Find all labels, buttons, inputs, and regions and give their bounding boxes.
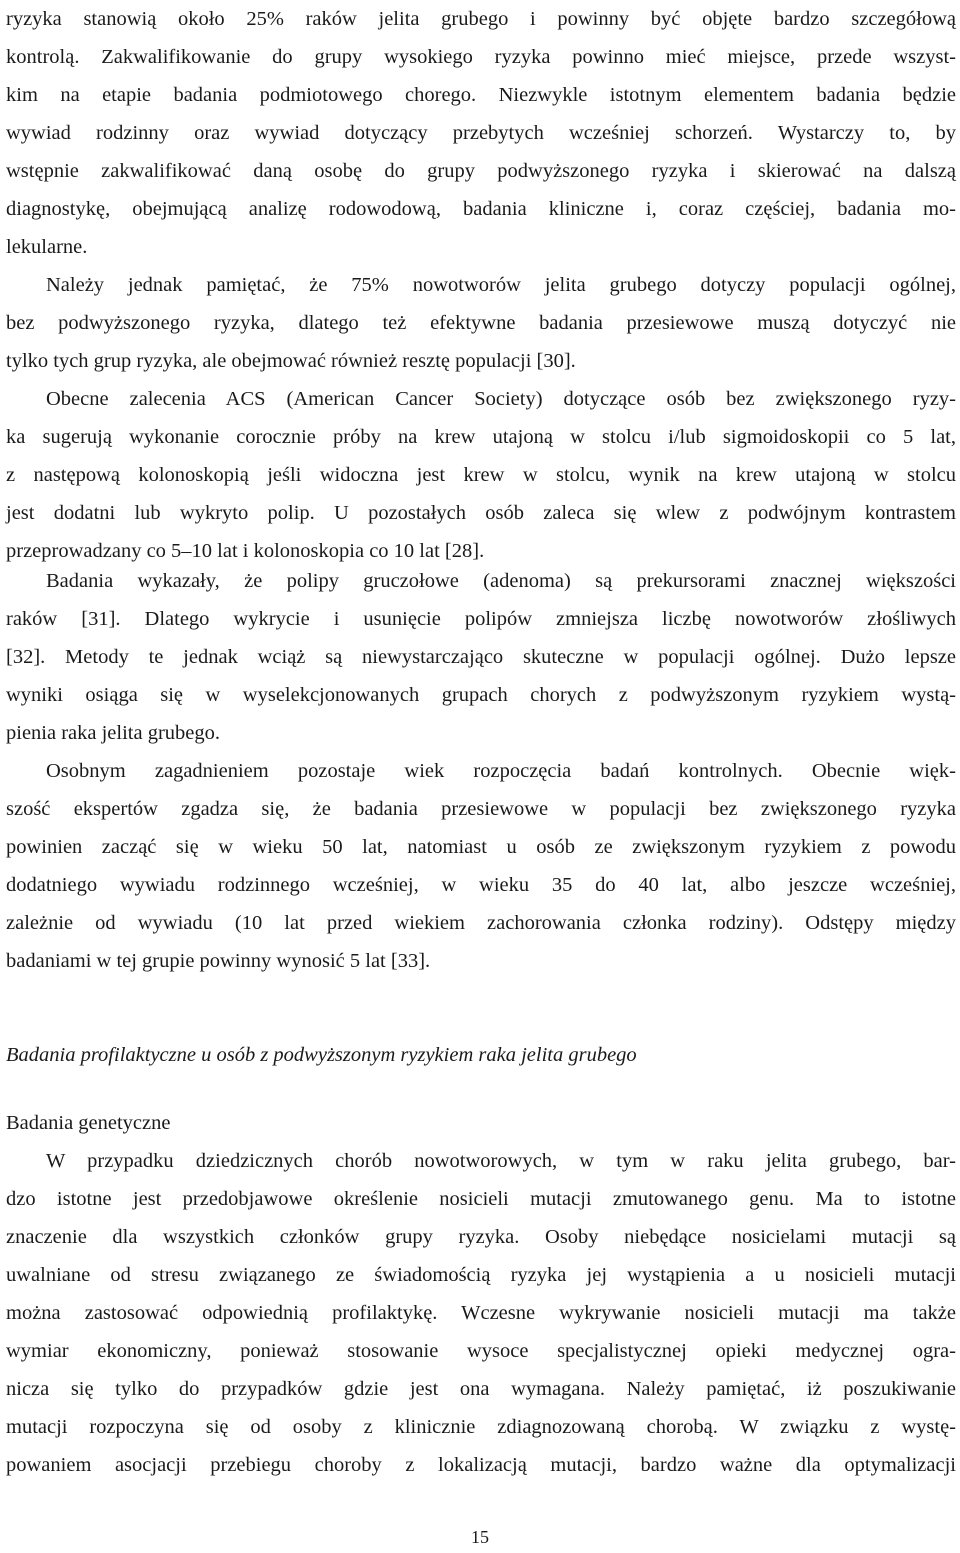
section-heading: Badania profilaktyczne u osób z podwyższonym ryzykiem raka jelita grubego <box>6 1044 637 1066</box>
text-line: powinien zacząć się w wieku 50 lat, natomiast u osób ze zwiększonym ryzykiem z powodu <box>6 836 956 858</box>
text-line: nicza się tylko do przypadków gdzie jest ona wymagana. Należy pamiętać, iż poszukiwanie <box>6 1378 956 1400</box>
text-line: dzo istotne jest przedobjawowe określenie nosicieli mutacji zmutowanego genu. Ma to istotne <box>6 1188 956 1210</box>
text-line: Obecne zalecenia ACS (American Cancer Society) dotyczące osób bez zwiększonego ryzy- <box>46 388 956 410</box>
page-number: 15 <box>471 1527 489 1547</box>
paragraph <box>6 752 956 980</box>
text-line: można zastosować odpowiednią profilaktykę. Wczesne wykrywanie nosicieli mutacji ma także <box>6 1302 956 1324</box>
text-line: bez podwyższonego ryzyka, dlatego też efektywne badania przesiewowe muszą dotyczyć nie <box>6 312 956 334</box>
text-line: zależnie od wywiadu (10 lat przed wiekiem zachorowania członka rodziny). Odstępy między <box>6 912 956 934</box>
text-line: mutacji rozpoczyna się od osoby z klinicznie zdiagnozowaną chorobą. W związku z wystę- <box>6 1416 956 1438</box>
text-line: [32]. Metody te jednak wciąż są niewystarczająco skuteczne w populacji ogólnej. Dużo lepsze <box>6 646 956 668</box>
text-line: raków [31]. Dlatego wykrycie i usunięcie polipów zmniejsza liczbę nowotworów złośliwych <box>6 608 956 630</box>
text-line: jest dodatni lub wykryto polip. U pozostałych osób zaleca się wlew z podwójnym kontrastem <box>6 502 956 524</box>
text-line: tylko tych grup ryzyka, ale obejmować również resztę populacji [30]. <box>6 350 576 372</box>
text-line: przeprowadzany co 5–10 lat i kolonoskopia co 10 lat [28]. <box>6 540 485 562</box>
text-line: Należy jednak pamiętać, że 75% nowotworów jelita grubego dotyczy populacji ogólnej, <box>46 274 956 296</box>
text-line: W przypadku dziedzicznych chorób nowotworowych, w tym w raku jelita grubego, bar- <box>46 1150 956 1172</box>
paragraph <box>6 562 956 752</box>
text-line: powaniem asocjacji przebiegu choroby z lokalizacją mutacji, bardzo ważne dla optymalizacji <box>6 1454 956 1476</box>
text-line: wywiad rodzinny oraz wywiad dotyczący przebytych wcześniej schorzeń. Wystarczy to, by <box>6 122 956 144</box>
text-line: dodatniego wywiadu rodzinnego wcześniej, w wieku 35 do 40 lat, albo jeszcze wcześniej, <box>6 874 956 896</box>
text-line: znaczenie dla wszystkich członków grupy ryzyka. Osoby niebędące nosicielami mutacji są <box>6 1226 956 1248</box>
subsection-heading: Badania genetyczne <box>6 1112 171 1134</box>
text-line: wyniki osiąga się w wyselekcjonowanych grupach chorych z podwyższonym ryzykiem wystą- <box>6 684 956 706</box>
paragraph <box>6 0 956 266</box>
text-line: szość ekspertów zgadza się, że badania przesiewowe w populacji bez zwiększonego ryzyka <box>6 798 956 820</box>
text-line: kontrolą. Zakwalifikowanie do grupy wysokiego ryzyka powinno mieć miejsce, przede wszyst- <box>6 46 956 68</box>
text-line: ka sugerują wykonanie corocznie próby na krew utajoną w stolcu i/lub sigmoidoskopii co 5 lat, <box>6 426 956 448</box>
paragraph <box>6 1142 956 1484</box>
text-line: diagnostykę, obejmującą analizę rodowodową, badania kliniczne i, coraz częściej, badania mo- <box>6 198 956 220</box>
text-line: badaniami w tej grupie powinny wynosić 5 lat [33]. <box>6 950 431 972</box>
text-line: ryzyka stanowią około 25% raków jelita grubego i powinny być objęte bardzo szczegółową <box>6 8 956 30</box>
text-line: pienia raka jelita grubego. <box>6 722 221 744</box>
paragraph <box>6 380 956 570</box>
text-line: z następową kolonoskopią jeśli widoczna jest krew w stolcu, wynik na krew utajoną w stolcu <box>6 464 956 486</box>
text-line: Osobnym zagadnieniem pozostaje wiek rozpoczęcia badań kontrolnych. Obecnie więk- <box>46 760 956 782</box>
text-line: wstępnie zakwalifikować daną osobę do grupy podwyższonego ryzyka i skierować na dalszą <box>6 160 956 182</box>
text-line: lekularne. <box>6 236 88 258</box>
text-line: Badania wykazały, że polipy gruczołowe (adenoma) są prekursorami znacznej większości <box>46 570 956 592</box>
text-line: wymiar ekonomiczny, ponieważ stosowanie wysoce specjalistycznej opieki medycznej ogra- <box>6 1340 956 1362</box>
paragraph <box>6 266 956 380</box>
text-line: kim na etapie badania podmiotowego chorego. Niezwykle istotnym elementem badania będzie <box>6 84 956 106</box>
text-line: uwalniane od stresu związanego ze świadomością ryzyka jej wystąpienia a u nosicieli mutacji <box>6 1264 956 1286</box>
